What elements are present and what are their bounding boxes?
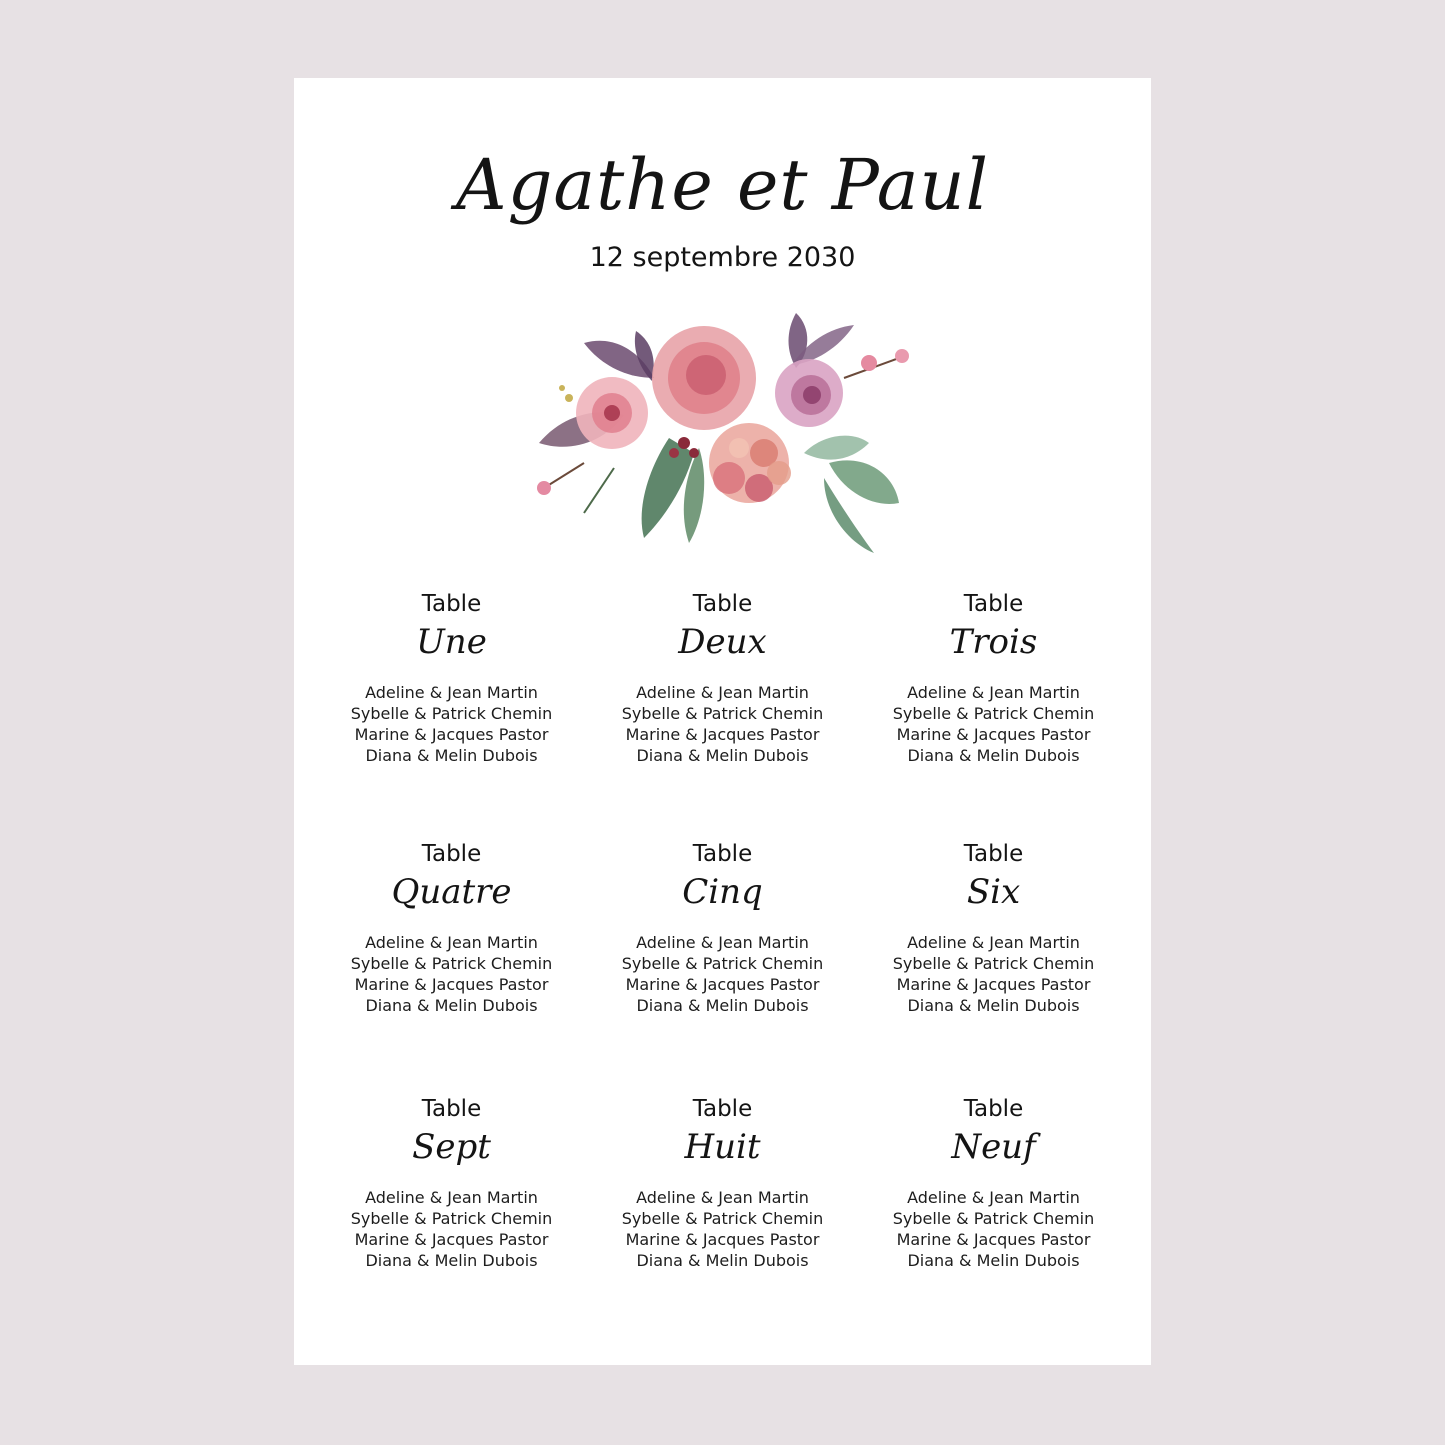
guest-name: Adeline & Jean Martin	[365, 933, 538, 952]
guest-name: Diana & Melin Dubois	[636, 746, 809, 765]
table-label: Table	[421, 591, 482, 617]
guest-name: Marine & Jacques Pastor	[896, 1230, 1091, 1249]
guest-name: Adeline & Jean Martin	[907, 683, 1080, 702]
guest-name: Marine & Jacques Pastor	[625, 1230, 820, 1249]
guest-name: Sybelle & Patrick Chemin	[621, 954, 824, 973]
seating-plan-sheet	[294, 78, 1151, 1365]
guest-name: Sybelle & Patrick Chemin	[350, 954, 553, 973]
table-label: Table	[692, 591, 753, 617]
guest-name: Marine & Jacques Pastor	[354, 725, 549, 744]
guest-name: Marine & Jacques Pastor	[625, 975, 820, 994]
guest-name: Marine & Jacques Pastor	[354, 1230, 549, 1249]
table-block-2	[587, 586, 858, 836]
table-block-1	[316, 586, 587, 836]
guest-list	[858, 1187, 1129, 1271]
guest-name: Adeline & Jean Martin	[636, 933, 809, 952]
table-block-8	[587, 1091, 858, 1341]
table-number: Une	[416, 622, 487, 662]
guest-list	[858, 932, 1129, 1016]
guest-list	[587, 682, 858, 766]
table-number: Huit	[684, 1127, 761, 1167]
guest-name: Sybelle & Patrick Chemin	[892, 704, 1095, 723]
guest-name: Marine & Jacques Pastor	[625, 725, 820, 744]
tables-grid	[316, 586, 1129, 1341]
guest-name: Marine & Jacques Pastor	[354, 975, 549, 994]
table-number: Sept	[412, 1127, 491, 1167]
guest-list	[858, 682, 1129, 766]
guest-name: Diana & Melin Dubois	[365, 996, 538, 1015]
guest-name: Adeline & Jean Martin	[365, 683, 538, 702]
table-label: Table	[692, 841, 753, 867]
guest-list	[316, 682, 587, 766]
table-number: Neuf	[951, 1127, 1036, 1167]
guest-list	[587, 932, 858, 1016]
guest-name: Diana & Melin Dubois	[636, 996, 809, 1015]
guest-name: Diana & Melin Dubois	[907, 996, 1080, 1015]
guest-name: Adeline & Jean Martin	[907, 933, 1080, 952]
table-label: Table	[963, 841, 1024, 867]
table-block-5	[587, 836, 858, 1091]
guest-list	[316, 1187, 587, 1271]
table-number: Deux	[678, 622, 767, 662]
guest-name: Diana & Melin Dubois	[636, 1251, 809, 1270]
guest-name: Diana & Melin Dubois	[907, 1251, 1080, 1270]
table-label: Table	[963, 1096, 1024, 1122]
table-number: Quatre	[391, 872, 512, 912]
table-block-6	[858, 836, 1129, 1091]
table-label: Table	[692, 1096, 753, 1122]
guest-name: Adeline & Jean Martin	[907, 1188, 1080, 1207]
guest-name: Sybelle & Patrick Chemin	[892, 1209, 1095, 1228]
guest-name: Adeline & Jean Martin	[636, 1188, 809, 1207]
guest-name: Adeline & Jean Martin	[365, 1188, 538, 1207]
wedding-date: 12 septembre 2030	[589, 242, 856, 273]
table-block-7	[316, 1091, 587, 1341]
guest-name: Sybelle & Patrick Chemin	[350, 704, 553, 723]
guest-name: Sybelle & Patrick Chemin	[892, 954, 1095, 973]
table-number: Six	[966, 872, 1021, 912]
guest-name: Marine & Jacques Pastor	[896, 975, 1091, 994]
table-label: Table	[421, 841, 482, 867]
guest-list	[587, 1187, 858, 1271]
table-block-9	[858, 1091, 1129, 1341]
guest-name: Diana & Melin Dubois	[365, 746, 538, 765]
table-label: Table	[421, 1096, 482, 1122]
floral-bouquet-icon	[524, 303, 924, 563]
table-label: Table	[963, 591, 1024, 617]
guest-name: Adeline & Jean Martin	[636, 683, 809, 702]
guest-name: Sybelle & Patrick Chemin	[621, 1209, 824, 1228]
guest-name: Sybelle & Patrick Chemin	[621, 704, 824, 723]
table-number: Trois	[949, 622, 1038, 662]
table-number: Cinq	[682, 872, 763, 912]
guest-name: Marine & Jacques Pastor	[896, 725, 1091, 744]
table-block-3	[858, 586, 1129, 836]
guest-name: Diana & Melin Dubois	[365, 1251, 538, 1270]
guest-name: Sybelle & Patrick Chemin	[350, 1209, 553, 1228]
guest-list	[316, 932, 587, 1016]
guest-name: Diana & Melin Dubois	[907, 746, 1080, 765]
table-block-4	[316, 836, 587, 1091]
couple-names-title: Agathe et Paul	[456, 144, 989, 226]
